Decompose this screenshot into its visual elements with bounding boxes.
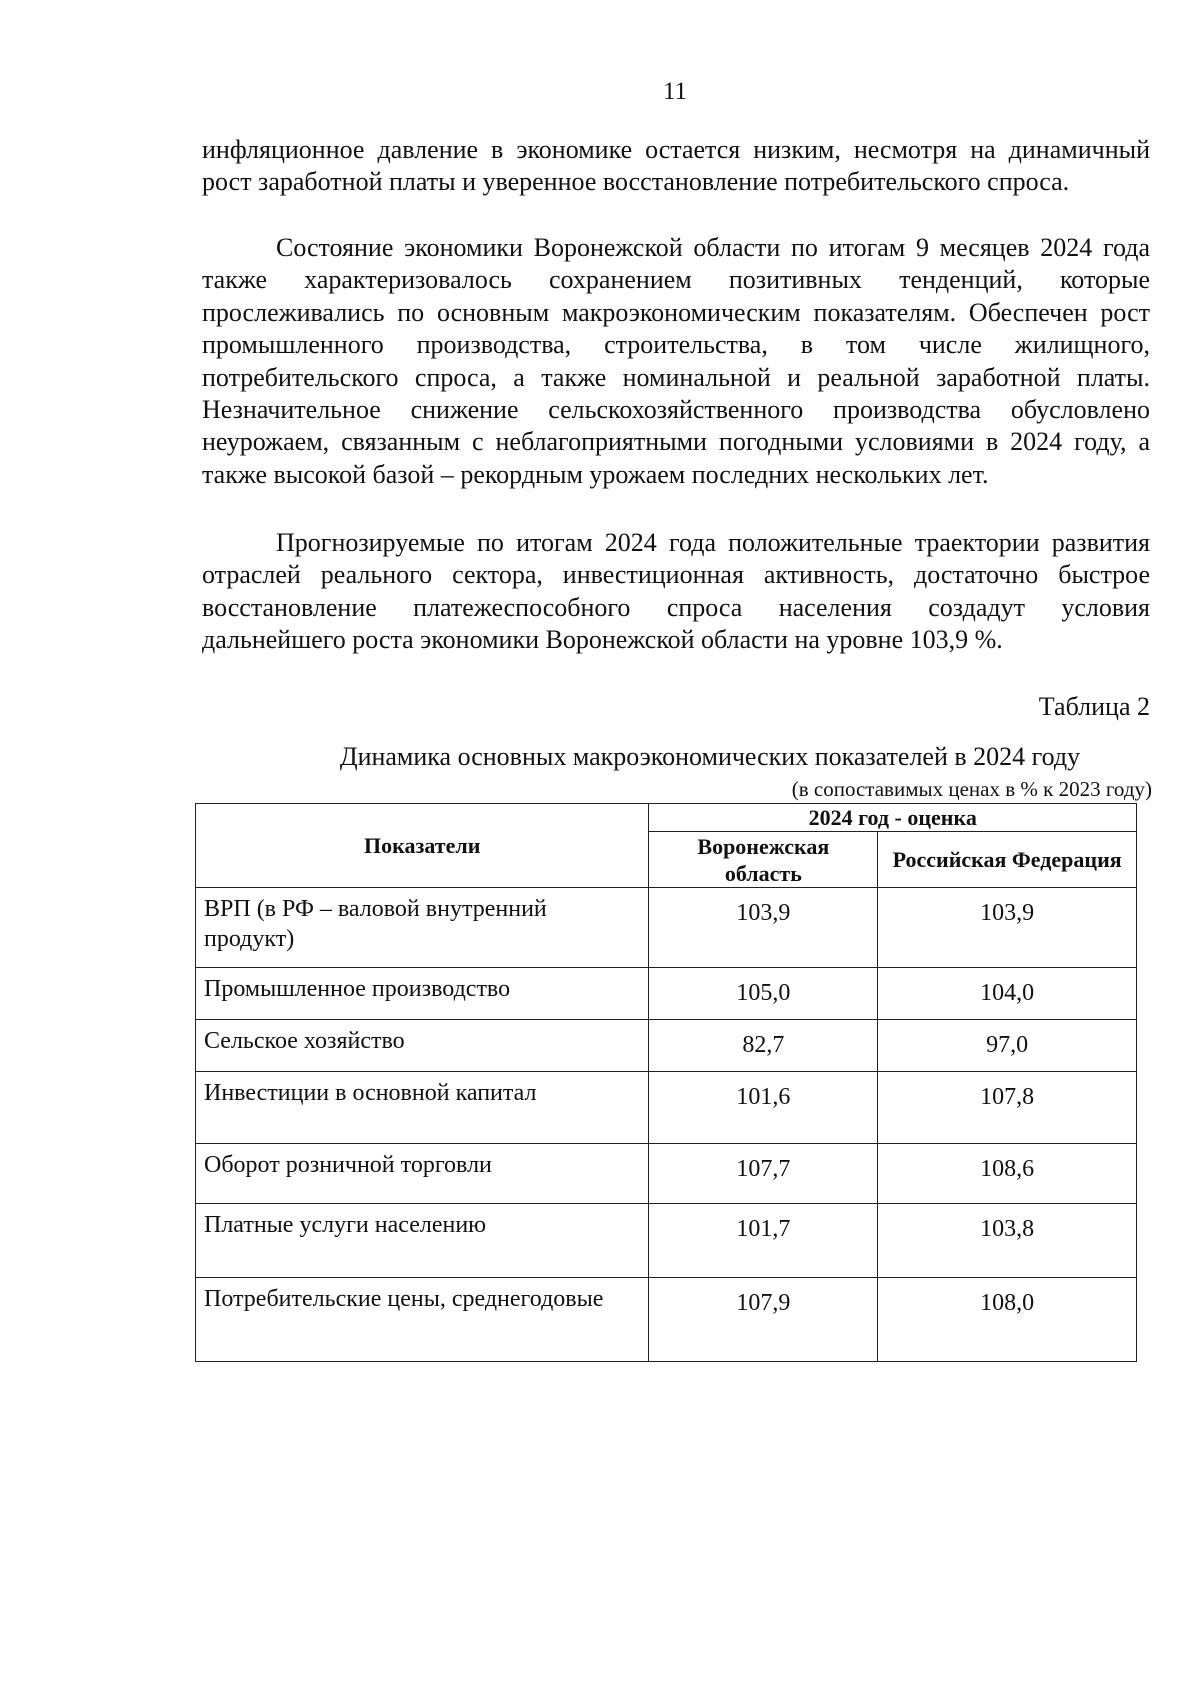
row-name: Оборот розничной торговли <box>196 1144 649 1204</box>
paragraph-1 <box>202 134 1150 199</box>
row-country-value: 108,6 <box>878 1144 1137 1204</box>
row-region-value: 105,0 <box>649 968 878 1020</box>
row-country-value: 107,8 <box>878 1072 1137 1144</box>
paragraph-1-text: инфляционное давление в экономике остается низким, несмотря на динамичный рост заработной платы и уверенное восстановление потребительского спроса. <box>202 135 1150 197</box>
row-country-value: 108,0 <box>878 1278 1137 1362</box>
row-name: Потребительские цены, среднегодовые <box>196 1278 649 1362</box>
paragraph-3 <box>202 527 1150 657</box>
row-region-value: 107,9 <box>649 1278 878 1362</box>
row-name: Платные услуги населению <box>196 1204 649 1278</box>
row-region-value: 107,7 <box>649 1144 878 1204</box>
row-region-value: 103,9 <box>649 888 878 968</box>
row-country-value: 103,8 <box>878 1204 1137 1278</box>
table-label: Таблица 2 <box>1038 692 1150 721</box>
paragraph-2-text: Состояние экономики Воронежской области по итогам 9 месяцев 2024 года также характеризовалось сохранением позитивных тенденций, которые прослеживались по основным макроэкономическим показателям. Обеспечен рост промышленного производства, строительства, в том числе жилищного, потребительского спроса, а также номинальной и реальной заработной платы. Незначительное снижение сельскохозяйственного производства обусловлено неурожаем, связанным с неблагоприятными погодными условиями в 2024 году, а также высокой базой – рекордным урожаем последних нескольких лет. <box>202 233 1150 489</box>
paragraph-3-text: Прогнозируемые по итогам 2024 года положительные траектории развития отраслей реального сектора, инвестиционная активность, достаточно быстрое восстановление платежеспособного спроса населения создадут условия дальнейшего роста экономики Воронежской области на уровне 103,9 %. <box>202 528 1150 655</box>
table-header-row-1 <box>196 804 1137 832</box>
row-name: Инвестиции в основной капитал <box>196 1072 649 1144</box>
row-name: Сельское хозяйство <box>196 1020 649 1072</box>
table-row <box>196 1278 1137 1362</box>
indicators-table <box>195 803 1137 1362</box>
table-row <box>196 968 1137 1020</box>
table-row <box>196 1072 1137 1144</box>
table-row <box>196 1020 1137 1072</box>
table-row <box>196 1204 1137 1278</box>
row-country-value: 103,9 <box>878 888 1137 968</box>
row-name: Промышленное производство <box>196 968 649 1020</box>
table-note: (в сопоставимых ценах в % к 2023 году) <box>791 777 1152 801</box>
row-country-value: 104,0 <box>878 968 1137 1020</box>
table-title: Динамика основных макроэкономических показателей в 2024 году <box>339 742 1081 771</box>
paragraph-2 <box>202 232 1150 491</box>
header-indicator: Показатели <box>196 804 649 888</box>
table-row <box>196 1144 1137 1204</box>
row-country-value: 97,0 <box>878 1020 1137 1072</box>
header-country: Российская Федерация <box>878 832 1137 888</box>
page-number: 11 <box>662 78 688 105</box>
row-name: ВРП (в РФ – валовой внутренний продукт) <box>196 888 649 968</box>
table-row <box>196 888 1137 968</box>
header-group: 2024 год - оценка <box>649 804 1137 832</box>
row-region-value: 101,7 <box>649 1204 878 1278</box>
row-region-value: 101,6 <box>649 1072 878 1144</box>
row-region-value: 82,7 <box>649 1020 878 1072</box>
header-region: Воронежская область <box>649 832 878 888</box>
